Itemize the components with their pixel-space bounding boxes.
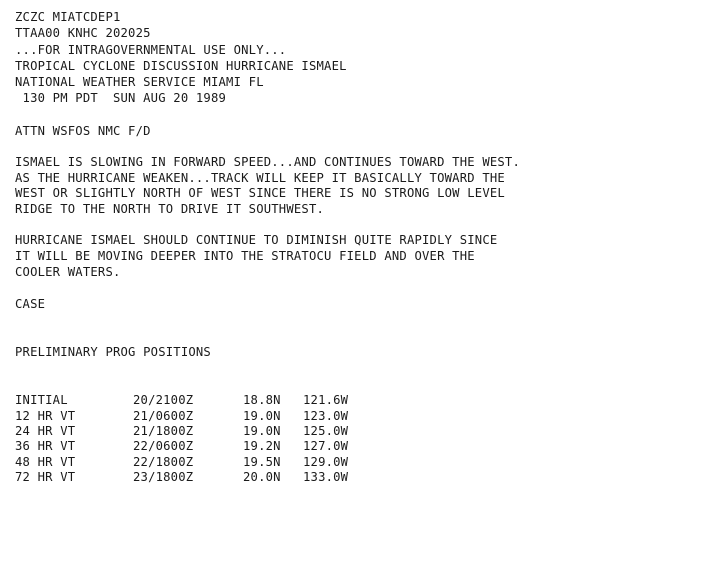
paragraph-line: AS THE HURRICANE WEAKEN...TRACK WILL KEEP IT BASICALLY TOWARD THE: [15, 170, 505, 185]
forecast-time: 22/1800Z: [133, 454, 194, 469]
header-line: TTAA00 KNHC 202025: [15, 26, 151, 41]
header-line: TROPICAL CYCLONE DISCUSSION HURRICANE ISMAEL: [15, 58, 347, 73]
table-row: [15, 455, 705, 470]
paragraph-line: WEST OR SLIGHTLY NORTH OF WEST SINCE THERE IS NO STRONG LOW LEVEL: [15, 186, 505, 201]
table-row: [15, 424, 705, 439]
header-line: 130 PM PDT SUN AUG 20 1989: [15, 91, 227, 106]
forecast-latitude: 19.0N: [243, 408, 281, 423]
discussion-document: [15, 9, 705, 486]
table-row: [15, 393, 705, 408]
forecast-label: 48 HR VT: [15, 454, 76, 469]
forecast-latitude: 19.2N: [243, 439, 281, 454]
forecast-latitude: 19.5N: [243, 454, 281, 469]
paragraph-line: COOLER WATERS.: [15, 264, 121, 279]
forecast-longitude: 123.0W: [303, 408, 349, 423]
forecast-time: 23/1800Z: [133, 470, 194, 485]
forecast-label: 72 HR VT: [15, 470, 76, 485]
paragraph-line: IT WILL BE MOVING DEEPER INTO THE STRATOCU FIELD AND OVER THE: [15, 248, 475, 263]
table-row: [15, 409, 705, 424]
forecast-label: 24 HR VT: [15, 424, 76, 439]
positions-heading: PRELIMINARY PROG POSITIONS: [15, 344, 211, 359]
bulletin-header: [15, 9, 705, 107]
forecast-time: 21/1800Z: [133, 424, 194, 439]
paragraph-line: HURRICANE ISMAEL SHOULD CONTINUE TO DIMINISH QUITE RAPIDLY SINCE: [15, 233, 498, 248]
forecast-label: INITIAL: [15, 393, 68, 408]
forecast-time: 20/2100Z: [133, 393, 194, 408]
table-row: [15, 470, 705, 485]
forecaster-signature: CASE: [15, 296, 46, 311]
attn-line: ATTN WSFOS NMC F/D: [15, 124, 151, 139]
header-line: ...FOR INTRAGOVERNMENTAL USE ONLY...: [15, 42, 287, 57]
forecast-latitude: 19.0N: [243, 424, 281, 439]
forecast-time: 21/0600Z: [133, 408, 194, 423]
forecast-longitude: 129.0W: [303, 454, 349, 469]
paragraph-line: RIDGE TO THE NORTH TO DRIVE IT SOUTHWEST.: [15, 201, 325, 216]
paragraph-line: ISMAEL IS SLOWING IN FORWARD SPEED...AND CONTINUES TOWARD THE WEST.: [15, 154, 521, 169]
table-row: [15, 439, 705, 454]
header-line: NATIONAL WEATHER SERVICE MIAMI FL: [15, 75, 264, 90]
forecast-time: 22/0600Z: [133, 439, 194, 454]
header-line: ZCZC MIATCDEP1: [15, 10, 121, 24]
forecast-latitude: 20.0N: [243, 470, 281, 485]
forecast-label: 36 HR VT: [15, 439, 76, 454]
positions-table: [15, 393, 705, 485]
forecast-longitude: 121.6W: [303, 393, 349, 408]
discussion-paragraph-2: [15, 233, 705, 280]
forecast-label: 12 HR VT: [15, 408, 76, 423]
forecast-longitude: 125.0W: [303, 424, 349, 439]
forecast-longitude: 133.0W: [303, 470, 349, 485]
forecast-longitude: 127.0W: [303, 439, 349, 454]
discussion-paragraph-1: [15, 155, 705, 218]
forecast-latitude: 18.8N: [243, 393, 281, 408]
